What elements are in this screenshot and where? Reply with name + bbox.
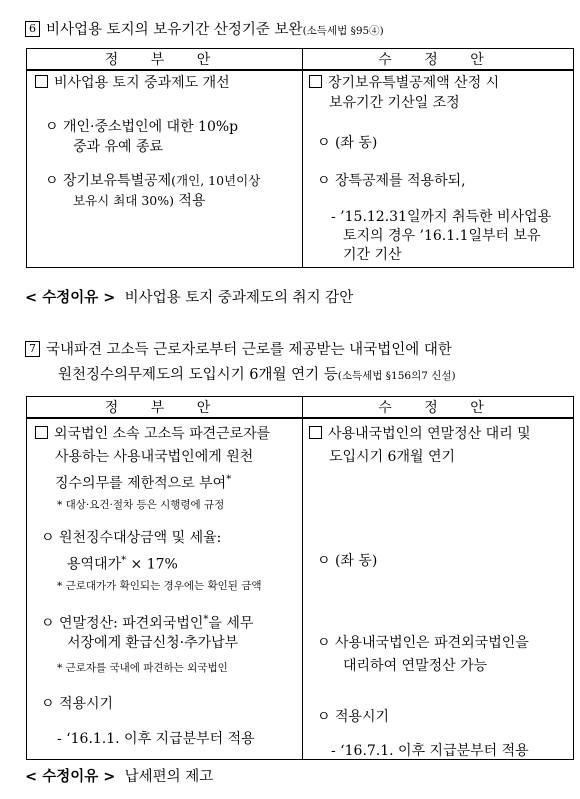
section7-right-bullet2-line2: 대리하여 연말정산 가능 xyxy=(343,658,488,674)
section7-right-bullet1: ㅇ (좌 동) xyxy=(317,553,378,569)
section7-header-left: 정 부 안 xyxy=(27,397,303,419)
section7-left-item1-star: * xyxy=(226,474,232,485)
section6-left-bullet2-line2b: 적용 xyxy=(173,193,206,209)
section7-left-item1-line1: 외국법인 소속 고소득 파견근로자를 xyxy=(54,426,271,442)
section7-left-bullet1-line2b: × 17% xyxy=(126,556,178,573)
section7-left-note2: * 근로대가가 확인되는 경우에는 확인된 금액 xyxy=(57,580,262,592)
checkbox-square-icon xyxy=(35,426,48,439)
section6-table xyxy=(26,48,574,268)
section7-right-item1-line1: 사용내국법인의 연말정산 대리 및 xyxy=(328,426,531,442)
section6-header-left: 정 부 안 xyxy=(27,49,303,71)
section7-left-bullet1-line2: 용역대가 xyxy=(67,556,122,573)
section6-reason xyxy=(25,287,353,309)
section6-left-bullet2-line1a: ㅇ 장기보유특별공제 xyxy=(45,173,172,189)
section7-right-item1-line2: 도입시기 6개월 연기 xyxy=(329,449,455,465)
section6-left-cell xyxy=(27,71,302,267)
section7-table xyxy=(26,396,574,760)
section6-ref: (소득세법 §95④) xyxy=(302,25,384,37)
section7-number: 7 xyxy=(25,341,40,357)
section6-left-bullet2-line1b: (개인, 10년이상 xyxy=(171,173,261,188)
section6-reason-label: < 수정이유 > xyxy=(25,290,116,306)
section7-reason-label: < 수정이유 > xyxy=(25,769,116,785)
section7-left-note3: * 근로자를 국내에 파견하는 외국법인 xyxy=(57,662,228,674)
section7-heading-line2 xyxy=(58,363,573,388)
section7-right-bullet2-line1: ㅇ 사용내국법인은 파견외국법인을 xyxy=(317,635,529,651)
section7-right-dash1: - ‘16.7.1. 이후 지급분부터 적용 xyxy=(331,743,529,759)
section6-right-dash1-line3: 기간 기산 xyxy=(343,247,402,263)
section7-right-bullet3: ㅇ 적용시기 xyxy=(317,709,390,725)
checkbox-square-icon xyxy=(309,426,322,439)
section7-title-line1: 국내파견 고소득 근로자로부터 근로를 제공받는 내국법인에 대한 xyxy=(46,342,452,358)
section7-reason-text: 납세편의 제고 xyxy=(124,769,214,785)
section6-left-bullet1-line1: ㅇ 개인·중소법인에 대한 10%p xyxy=(45,119,239,135)
section7-heading xyxy=(25,338,573,362)
section7-left-bullet2-line1b: 을 세무 xyxy=(208,615,254,632)
section7-left-item1-line3: 징수의무를 제한적으로 부여 xyxy=(55,475,227,492)
section6-title: 비사업용 토지의 보유기간 산정기준 보완 xyxy=(46,22,303,38)
section7-ref: (소득세법 §156의7 신설) xyxy=(337,370,456,382)
checkbox-square-icon xyxy=(35,75,48,88)
section6-right-item1-line1: 장기보유특별공제액 산정 시 xyxy=(328,75,500,91)
section6-reason-text: 비사업용 토지 중과제도의 취지 감안 xyxy=(124,290,354,306)
section7-right-cell xyxy=(303,419,573,759)
section6-right-bullet1: ㅇ (좌 동) xyxy=(317,135,378,151)
section6-left-item1: 비사업용 토지 중과제도 개선 xyxy=(54,75,230,91)
section7-left-dash1: - ‘16.1.1. 이후 지급분부터 적용 xyxy=(57,731,255,747)
section7-title-line2: 원천징수의무제도의 도입시기 6개월 연기 등 xyxy=(58,367,338,383)
section7-reason xyxy=(25,766,213,788)
section6-header-right: 수 정 안 xyxy=(303,49,574,71)
section7-left-bullet1-line1: ㅇ 원천징수대상금액 및 세율: xyxy=(41,530,222,546)
section6-left-bullet1-line2: 중과 유예 종료 xyxy=(73,139,164,155)
section7-left-item1-line2: 사용하는 사용내국법인에게 원천 xyxy=(55,449,254,465)
section7-left-bullet2-line2: 서장에게 환급신청·추가납부 xyxy=(67,635,239,651)
section7-left-bullet3: ㅇ 적용시기 xyxy=(41,696,114,712)
section7-header-right: 수 정 안 xyxy=(303,397,574,419)
section7-left-bullet2-line1a: ㅇ 연말정산: 파견외국법인 xyxy=(41,615,204,632)
section6-right-bullet2: ㅇ 장특공제를 적용하되, xyxy=(317,173,466,189)
section7-left-note1: * 대상·요건·절차 등은 시행령에 규정 xyxy=(57,499,225,511)
section6-left-bullet2-line2a: 보유시 최대 30%) xyxy=(73,193,174,208)
checkbox-square-icon xyxy=(309,75,322,88)
section6-heading xyxy=(25,18,573,43)
section7-left-cell: 외국법인 소속 고소득 파견근로자를 사용하는 사용내국법인에게 원천 징수의무를 제한적으로 부여* * 대상·요건·절차 등은 시행령에 규정 ㅇ 원천징수대상금액 및 세율: 용역대가* × 17% * 근로대가가 확인되는 경우에는 확인된 금액 ㅇ 연말정산: 파견외국법인*을 세무 서장에게 환급신청·추가납부 * 근로자를 국내에 파견하는 외국법인 ㅇ 적용시기 - ‘16.1.1. 이후 지급분부터 적용 xyxy=(27,419,302,759)
section6-number: 6 xyxy=(25,21,40,37)
section6-right-item1-line2: 보유기간 기산일 조정 xyxy=(329,95,460,111)
section6-right-dash1-line2: 토지의 경우 ’16.1.1일부터 보유 xyxy=(343,228,541,244)
section6-right-dash1-line1: - ’15.12.31일까지 취득한 비사업용 xyxy=(331,209,552,225)
section6-right-cell xyxy=(303,71,573,267)
